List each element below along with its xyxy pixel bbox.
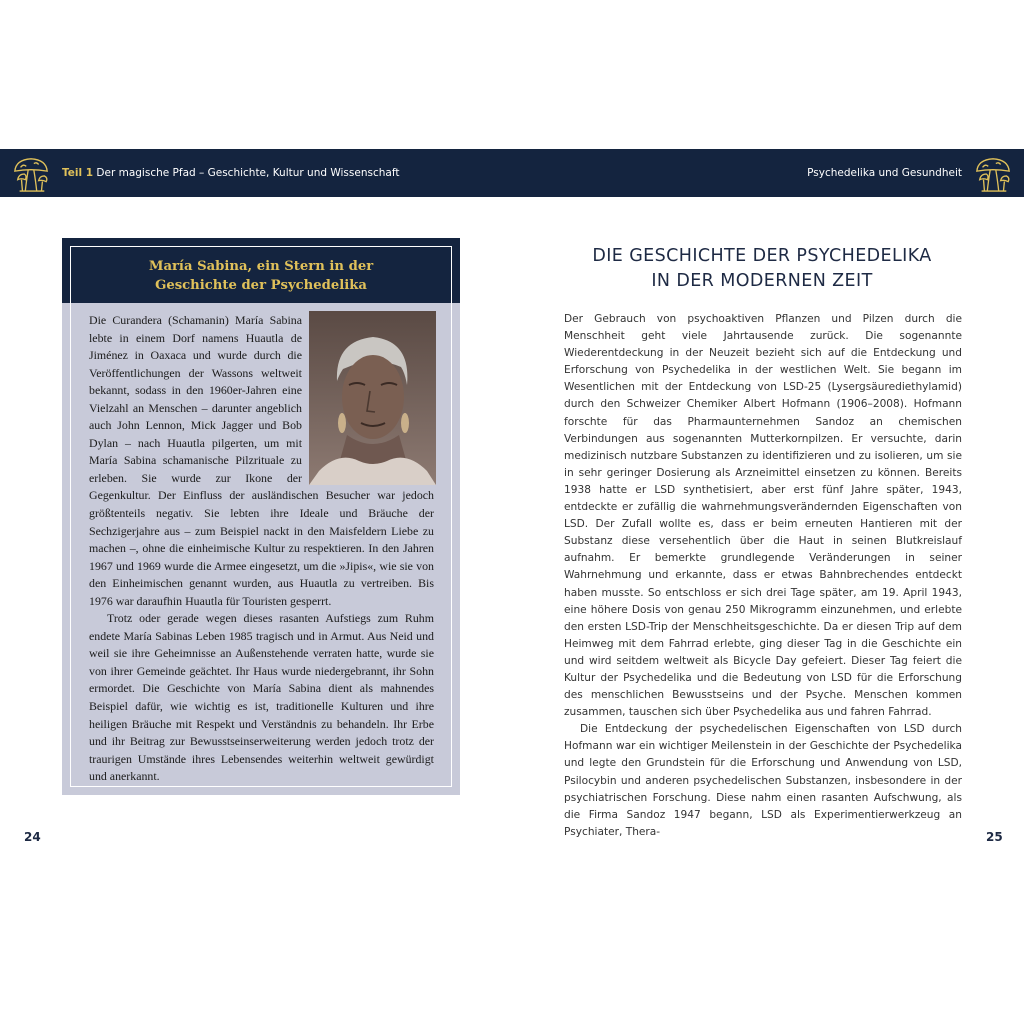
box-paragraph-2: Trotz oder gerade wegen dieses rasanten Aufstiegs zum Ruhm endete María Sabinas Leben 1985 tragisch und in Armut. Aus Neid und weil sie ihre Geheimnisse an Außenstehende verraten hatte, wurde sie von ihrer Gemeinde geächtet. Ihr Haus wurde niedergebrannt, ihr Sohn ermordet. Die Geschichte von María Sabina dient als mahnendes Beispiel dafür, wie wichtig es ist, traditionelle Kulturen und ihre heiligen Bräuche mit Respekt und Verständnis zu behandeln. Ihr Erbe und ihr Beitrag zur Bewusstseinserweiterung werden jedoch trotz der traurigen Umstände ihres Lebensendes weiterhin weltweit gewürdigt und anerkannt. <box>89 611 434 784</box>
portrait-illustration <box>309 311 436 485</box>
page-number-left: 24 <box>24 830 41 844</box>
page-number-right: 25 <box>986 830 1003 844</box>
article-heading <box>560 244 964 294</box>
header-section-title: Psychedelika und Gesundheit <box>807 167 962 179</box>
box-body <box>89 312 434 786</box>
box-title <box>62 257 460 295</box>
running-header <box>0 149 1024 197</box>
box-title-line2: Geschichte der Psychedelika <box>155 278 367 293</box>
header-part-label: Teil 1 <box>62 167 94 179</box>
article-body <box>564 311 962 841</box>
article-paragraph-2: Die Entdeckung der psychedelischen Eigenschaften von LSD durch Hofmann war ein wichtiger Meilenstein in der Geschichte der Psychedelika und legte den Grundstein für die Erforschung und Anwendung von LSD, Psilocybin und anderen psychedelischen Substanzen, insbesondere in der psychiatrischen Forschung. Diese nahm einen rasanten Aufschwung, als die Firma Sandoz 1947 begann, LSD als Experimentierwerkzeug an Psychiater, Thera- <box>564 723 962 838</box>
article-paragraph-1: Der Gebrauch von psychoaktiven Pflanzen und Pilzen durch die Menschheit geht viele Jahrtausende zurück. Die sogenannte Wiederentdeckung in der Neuzeit bezieht sich auf die Entdeckung und Erforschung von Psychedelika in der westlichen Welt. Sie begann im Wesentlichen mit der Entdeckung von LSD-25 (Lysergsäurediethylamid) durch den Schweizer Chemiker Albert Hofmann (1906–2008). Hofmann forschte für das Pharmaunternehmen Sandoz an chemischen Verbindungen aus sogenannten Mutterkornpilzen. Er versuchte, darin medizinisch nutzbare Substanzen zu identifizieren und zu isolieren, um sie in sehr geringer Dosierung als Arzneimittel einsetzen zu können. Bereits 1938 hatte er LSD synthetisiert, aber erst fünf Jahre später, 1943, entdeckte er zufällig die wahrnehmungsverändernden Eigenschaften von LSD. Der Zufall wollte es, dass er beim erneuten Hantieren mit der Substanz diese versehentlich über die Haut in seinen Blutkreislauf aufnahm. Er bemerkte grundlegende Veränderungen in seiner Wahrnehmung und erkannte, dass er etwas Bahnbrechendes entdeckt haben musste. So entschloss er sich drei Tage später, am 19. April 1943, eine höhere Dosis von genau 250 Mikrogramm einzunehmen, und erlebte den ersten LSD-Trip der Menschheitsgeschichte. Da er diesen Trip auf dem Heimweg mit dem Fahrrad erlebte, ging dieser Tag in die Geschichte ein und wird seitdem weltweit als Bicycle Day gefeiert. Dieser Tag feiert die Kultur der Psychedelika und die Bedeutung von LSD für die Erforschung des menschlichen Bewusstseins und der Psyche. Menschen kommen zusammen, tauschen sich über Psychedelika aus und fahren Fahrrad. <box>564 313 962 719</box>
header-chapter-title: Der magische Pfad – Geschichte, Kultur und Wissenschaft <box>96 167 400 179</box>
box-paragraph-1: Die Curandera (Schamanin) María Sabina lebte in einem Dorf namens Huautla de Jiménez in Oaxaca und wurde durch die Veröffentlichungen der Wassons weltweit bekannt, sodass in den 1960er-Jahren eine Vielzahl an Menschen – darunter angeblich auch John Lennon, Mick Jagger und Bob Dylan – nach Huautla pilgerten, um mit María Sabina schamanische Pilzrituale zu erleben. Sie wurde zur Ikone der Gegenkultur. Der Einfluss der ausländischen Besucher war jedoch größtenteils negativ. Sie lebten ihre Ideale und Bräuche der Sechzigerjahre aus – zum Beispiel nackt in den Maisfeldern Liebe zu machen –, ohne die einheimische Kultur zu respektieren. In den Jahren 1967 und 1969 wurde die Armee eingesetzt, um die »Jipis«, wie sie von den Einheimischen genannt wurden, aus Huautla zu vertreiben. Bis 1976 war daraufhin Huautla für Touristen gesperrt. <box>89 313 434 608</box>
mushroom-icon <box>974 155 1012 193</box>
box-title-line1: María Sabina, ein Stern in der <box>148 259 374 274</box>
box-header <box>62 238 460 303</box>
article-heading-line2: IN DER MODERNEN ZEIT <box>651 271 873 291</box>
article-heading-line1: DIE GESCHICHTE DER PSYCHEDELIKA <box>592 246 932 266</box>
portrait-photo <box>309 311 436 485</box>
mushroom-icon <box>12 155 50 193</box>
sidebar-box <box>62 238 460 795</box>
header-chapter <box>62 149 399 197</box>
